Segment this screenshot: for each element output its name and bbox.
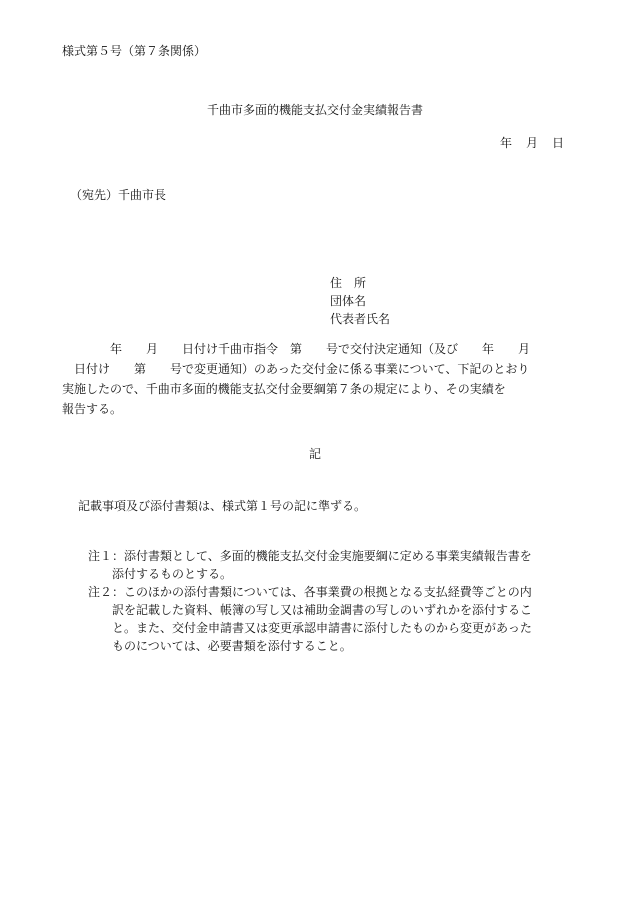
date-day: 日 — [552, 136, 565, 150]
ki-heading: 記 — [308, 447, 321, 461]
body-line: 実施したので、千曲市多面的機能支払交付金要綱第７条の規定により、その実績を — [62, 382, 506, 396]
note-2-line: ものについては、必要書類を添付すること。 — [112, 639, 352, 653]
note-2-line: と。また、交付金申請書又は変更承認申請書に添付したものから変更があった — [112, 621, 532, 635]
statement: 記載事項及び添付書類は、様式第１号の記に準ずる。 — [78, 499, 367, 513]
body-paragraph — [62, 340, 592, 420]
date-year: 年 — [500, 136, 513, 150]
notes-section — [88, 547, 588, 655]
body-line: 日付け 第 号で変更通知）のあった交付金に係る事業について、下記のとおり — [62, 362, 530, 376]
applicant-address-label: 住 所 — [330, 276, 367, 290]
document-title: 千曲市多面的機能支払交付金実績報告書 — [206, 103, 423, 117]
addressee: （宛先）千曲市長 — [70, 188, 167, 202]
note-1-line: 注１：添付書類として、多面的機能支払交付金実施要綱に定める事業実績報告書を — [88, 549, 532, 563]
body-line: 年 月 日付け千曲市指令 第 号で交付決定通知（及び 年 月 — [62, 342, 531, 356]
note-2-line: 注２：このほかの添付書類については、各事業費の根拠となる支払経費等ごとの内 — [88, 585, 532, 599]
note-2-line: 訳を記載した資料、帳簿の写し又は補助金調書の写しのいずれかを添付するこ — [112, 603, 533, 617]
note-1-line: 添付するものとする。 — [112, 567, 233, 581]
form-number: 様式第５号（第７条関係） — [62, 44, 207, 58]
applicant-representative-label: 代表者氏名 — [330, 312, 391, 326]
body-line: 報告する。 — [62, 402, 123, 416]
date-line — [500, 134, 564, 152]
applicant-block — [330, 274, 390, 328]
date-month: 月 — [526, 136, 539, 150]
applicant-organization-label: 団体名 — [330, 294, 367, 308]
